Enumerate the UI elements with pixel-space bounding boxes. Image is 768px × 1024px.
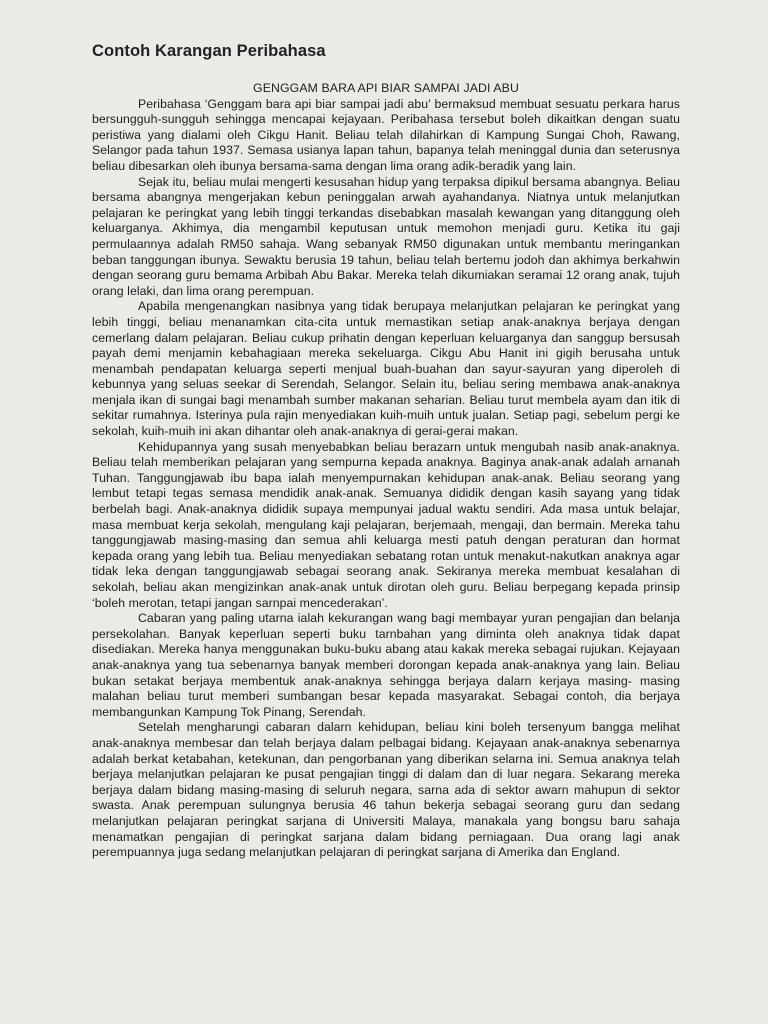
document-heading: Contoh Karangan Peribahasa — [92, 42, 326, 60]
paragraph-2: Sejak itu, beliau mulai mengerti kesusahan hidup yang terpaksa dipikul bersama abangnya. Beliau bersama abangnya mengerjakan kebun peninggalan arwah ayahandanya. Niatnya untuk melanjutkan pelajaran ke peringkat yang lebih tinggi terkandas disebabkan masalah kewangan yang ditanggung oleh keluarganya. Akhimya, dia mengambil keputusan untuk memohon menjadi guru. Ketika itu gaji permulaannya adalah RM50 sahaja. Wang sebanyak RM50 digunakan untuk membantu meringankan beban tanggungan ibunya. Sewaktu berusia 19 tahun, beliau telah bertemu jodoh dan akhimya berkahwin dengan seorang guru bemama Arbibah Abu Bakar. Mereka telah dikumiakan seramai 12 orang anak, tujuh orang lelaki, dan lima orang perempuan. — [92, 174, 680, 298]
paragraph-1: Peribahasa ‘Genggam bara api biar sampai jadi abu’ bermaksud membuat sesuatu perkara harus bersungguh-sungguh sehingga mencapai kejayaan. Peribahasa tersebut boleh dikaitkan dengan suatu peristiwa yang dialami oleh Cikgu Hanit. Beliau telah dilahirkan di Kampung Sungai Choh, Rawang, Selangor pada tahun 1937. Semasa usianya lapan tahun, bapanya telah meninggal dunia dan seterusnya beliau dibesarkan oleh ibunya bersama-sama dengan lima orang adik-beradik yang lain. — [92, 96, 680, 173]
paragraph-6: Setelah mengharungi cabaran dalarn kehidupan, beliau kini boleh tersenyum bangga melihat anak-anaknya membesar dan telah berjaya dalam pelbagai bidang. Kejayaan anak-anaknya sebenarnya adalah berkat ketabahan, ketekunan, dan pengorbanan yang diberikan selarna ini. Semua anaknya telah berjaya melanjutkan pelajaran ke pusat pengajian tinggi di dalam dan di luar negara. Sekarang mereka berjaya dalam bidang masing-masing di seluruh negara, sarna ada di sektor awarn mahupun di sektor swasta. Anak perempuan sulungnya berusia 46 tahun bekerja sebagai seorang guru dan sedang melanjutkan pelajaran peringkat sarjana di Universiti Malaya, manakala yang bongsu baru sahaja menamatkan pengajian di peringkat sarjana dalam bidang perniagaan. Dua orang lagi anak perempuannya juga sedang melanjutkan pelajaran di peringkat sarjana di Amerika dan England. — [92, 720, 680, 860]
paragraph-3: Apabila mengenangkan nasibnya yang tidak berupaya melanjutkan pelajaran ke peringkat yang lebih tinggi, beliau menanamkan cita-cita untuk memastikan setiap anak-anaknya berjaya dengan cemerlang dalam pelajaran. Beliau cukup prihatin dengan keperluan keluarganya dan sanggup bersusah payah demi menjamin kebahagiaan mereka sekeluarga. Cikgu Abu Hanit ini gigih berusaha untuk menambah pendapatan keluarga seperti menjual buah-buahan dan sayur-sayuran yang diperoleh di kebunnya yang seluas seekar di Serendah, Selangor. Selain itu, beliau sering membawa anak-anaknya menjala ikan di sungai bagi menambah sumber makanan seharian. Beliau turut membela ayam dan itik di sekitar rumahnya. Isterinya pula rajin menyediakan kuih-muih untuk jualan. Setiap pagi, sebelum pergi ke sekolah, kuih-muih ini akan dihantar oleh anak-anaknya di gerai-gerai makan. — [92, 299, 680, 439]
paragraph-5: Cabaran yang paling utarna ialah kekurangan wang bagi membayar yuran pengajian dan belanja persekolahan. Banyak keperluan seperti buku tarnbahan yang diminta oleh anaknya tidak dapat disediakan. Mereka hanya menggunakan buku-buku abang atau kakak mereka sebagai rujukan. Kejayaan anak-anaknya yang tua sebenarnya banyak memberi dorongan kepada anak-anaknya yang lain. Beliau bukan setakat berjaya membentuk anak-anaknya sehingga berjaya dalarn kerjaya masing- masing malahan beliau turut memberi sumbangan besar kepada masyarakat. Sebagai contoh, dia berjaya membangunkan Kampung Tok Pinang, Serendah. — [92, 611, 680, 719]
essay-title: GENGGAM BARA API BIAR SAMPAI JADI ABU — [253, 81, 519, 95]
paragraph-4: Kehidupannya yang susah menyebabkan beliau berazarn untuk mengubah nasib anak-anaknya. Beliau telah memberikan pelajaran yang sempurna kepada anaknya. Baginya anak-anak adalah arnanah Tuhan. Tanggungjawab ibu bapa ialah menyempurnakan kehidupan anak-anak. Beliau seorang yang lembut tetapi tegas semasa mendidik anak-anak. Semuanya dididik dengan kasih sayang yang tidak berbelah bagi. Anak-anaknya dididik supaya mempunyai jadual waktu sendiri. Ada masa untuk belajar, masa membuat kerja sekolah, mengulang kaji pelajaran, berjemaah, mengaji, dan bermain. Mereka tahu tanggungjawab masing-masing dan semua ahli keluarga mesti patuh dengan peraturan dan hormat kepada orang yang lebih tua. Beliau menyediakan sebatang rotan untuk menakut-nakutkan anaknya agar tidak leka dengan tanggungjawab sebagai seorang anak. Sekiranya mereka membuat kesalahan di sekolah, beliau akan mengizinkan anak-anak untuk dirotan oleh guru. Beliau berpegang kepada prinsip ‘boleh merotan, tetapi jangan sarnpai mencederakan’. — [92, 439, 680, 610]
